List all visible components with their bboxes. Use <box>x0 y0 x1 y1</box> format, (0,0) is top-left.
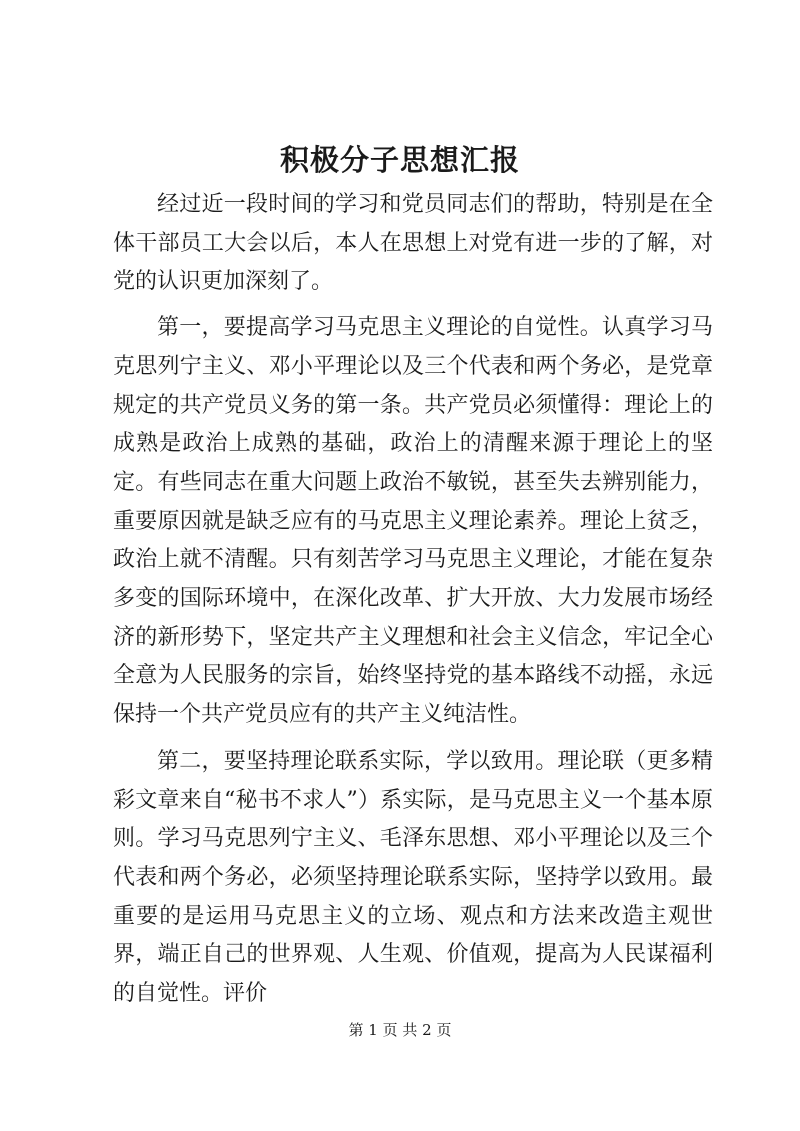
paragraph-intro: 经过近一段时间的学习和党员同志们的帮助，特别是在全体干部员工大会以后，本人在思想上对党有进一步的了解，对党的认识更加深刻了。 <box>113 192 713 295</box>
document-body <box>113 186 713 1014</box>
paragraph-first-point: 第一，要提高学习马克思主义理论的自觉性。认真学习马克思列宁主义、邓小平理论以及三个代表和两个务必，是党章规定的共产党员义务的第一条。共产党员必须懂得：理论上的成熟是政治上成熟的基础，政治上的清醒来源于理论上的坚定。有些同志在重大问题上政治不敏锐，甚至失去辨别能力，重要原因就是缺乏应有的马克思主义理论素养。理论上贫乏，政治上就不清醒。只有刻苦学习马克思主义理论，才能在复杂多变的国际环境中，在深化改革、扩大开放、大力发展市场经济的新形势下，坚定共产主义理想和社会主义信念，牢记全心全意为人民服务的宗旨，始终坚持党的基本路线不动摇，永远保持一个共产党员应有的共产主义纯洁性。 <box>113 315 713 728</box>
paragraph-second-point: 第二，要坚持理论联系实际，学以致用。理论联（更多精彩文章来自“秘书不求人”）系实际，是马克思主义一个基本原则。学习马克思列宁主义、毛泽东思想、邓小平理论以及三个代表和两个务必，必须坚持理论联系实际，坚持学以致用。最重要的是运用马克思主义的立场、观点和方法来改造主观世界，端正自己的世界观、人生观、价值观，提高为人民谋福利的自觉性。评价 <box>113 748 713 1007</box>
document-title: 积极分子思想汇报 <box>279 143 520 177</box>
page-number-footer: 第 1 页 共 2 页 <box>348 1021 452 1039</box>
